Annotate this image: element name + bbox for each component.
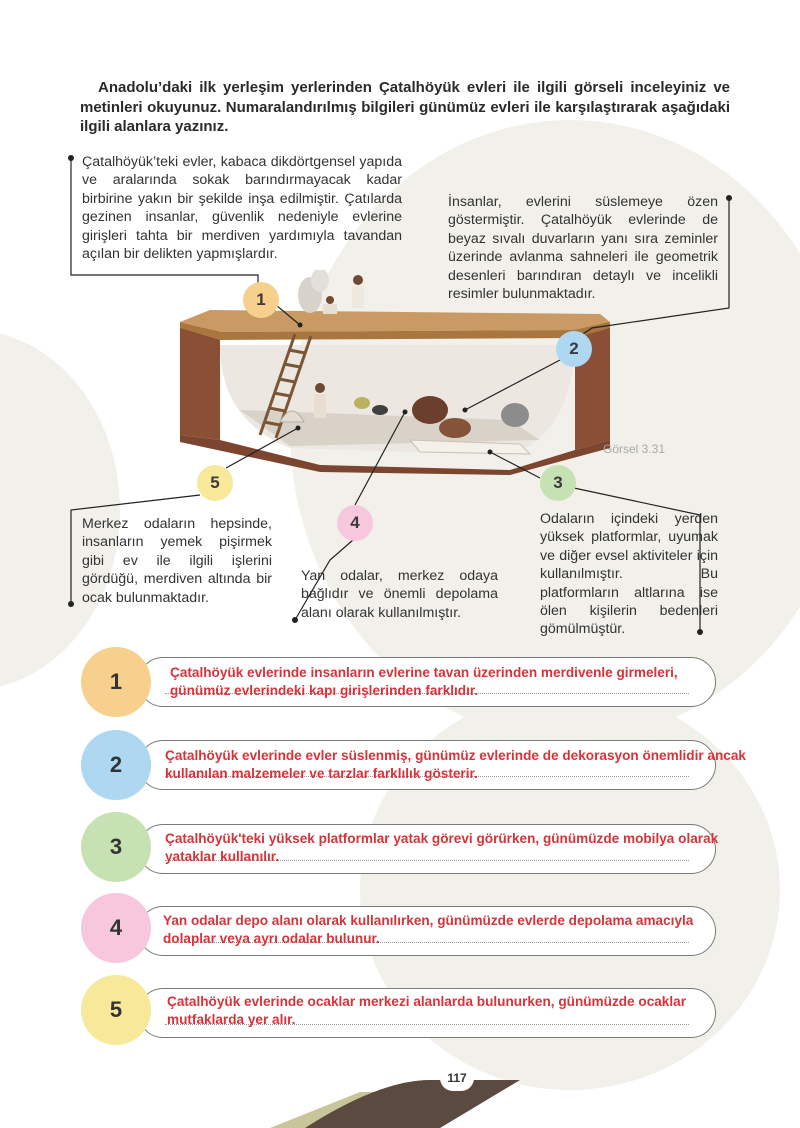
info-text-2: İnsanlar, evlerini süslemeye özen göstermiştir. Çatalhöyük evlerinde de beyaz sıvalı duvarların yanı sıra zeminler üzerinde avlanma sahneleri ile geometrik desenleri barındıran detaylı ve incelikli resimler bulunmaktadır. <box>448 194 718 303</box>
figure-caption: Görsel 3.31 <box>603 442 666 456</box>
answer-number-4: 4 <box>81 893 151 963</box>
badge-1: 1 <box>243 282 279 318</box>
info-text-5: Merkez odaların hepsinde, insanların yemek pişirmek gibi ev ile ilgili işlerini gördüğü, merdiven altında bir ocak bulunmaktadır. <box>82 516 272 606</box>
answer-number-1: 1 <box>81 647 151 717</box>
answer-text-3: Çatalhöyük'teki yüksek platformlar yatak görevi görürken, günümüzde mobilya olarak yataklar kullanılır. <box>165 831 719 864</box>
page-number: 117 <box>440 1065 474 1091</box>
answer-text-5: Çatalhöyük evlerinde ocaklar merkezi alanlarda bulunurken, günümüzde ocaklar mutfaklarda yer alır. <box>167 994 686 1027</box>
intro-instructions: Anadolu’daki ilk yerleşim yerlerinden Çatalhöyük evleri ile ilgili görseli inceleyiniz ve metinleri okuyunuz. Numaralandırılmış bilgileri günümüz evleri ile karşılaştırarak aşağıdaki ilgili alanlara yazınız. <box>80 79 730 135</box>
info-text-4: Yan odalar, merkez odaya bağlıdır ve önemli depolama alanı olarak kullanılmıştır. <box>301 568 498 621</box>
answer-number-2: 2 <box>81 730 151 800</box>
answer-text-4: Yan odalar depo alanı olarak kullanılırken, günümüzde evlerde depolama amacıyla dolaplar veya ayrı odalar bulunur. <box>163 913 694 946</box>
answer-number-5: 5 <box>81 975 151 1045</box>
info-text-3: Odaların içindeki yerden yüksek platformlar, uyumak ve diğer evsel aktiviteler için kullanılmıştır. Bu platformların altlarına ise ölen kişilerin bedenleri gömülmüştür. <box>540 511 718 638</box>
badge-2: 2 <box>556 331 592 367</box>
background-shape <box>0 330 120 690</box>
badge-5: 5 <box>197 465 233 501</box>
badge-4: 4 <box>337 505 373 541</box>
footer-decoration <box>0 1040 800 1128</box>
badge-3: 3 <box>540 465 576 501</box>
info-text-1: Çatalhöyük’teki evler, kabaca dikdörtgensel yapıda ve aralarında sokak barındırmayacak kadar birbirine yakın bir şekilde inşa edilmiştir. Çatılarda gezinen insanlar, güvenlik nedeniyle evlerine girişleri tahta bir merdiven yardımıyla tavandan açılan bir delikten yapmışlardır. <box>82 154 402 263</box>
answer-text-2: Çatalhöyük evlerinde evler süslenmiş, günümüz evlerinde de dekorasyon önemlidir ancak kullanılan malzemeler ve tarzlar farklılık gösterir. <box>165 748 746 781</box>
answer-text-1: Çatalhöyük evlerinde insanların evlerine tavan üzerinden merdivenle girmeleri, günümüz evlerindeki kapı girişlerinden farklıdır. <box>170 665 678 698</box>
answer-number-3: 3 <box>81 812 151 882</box>
